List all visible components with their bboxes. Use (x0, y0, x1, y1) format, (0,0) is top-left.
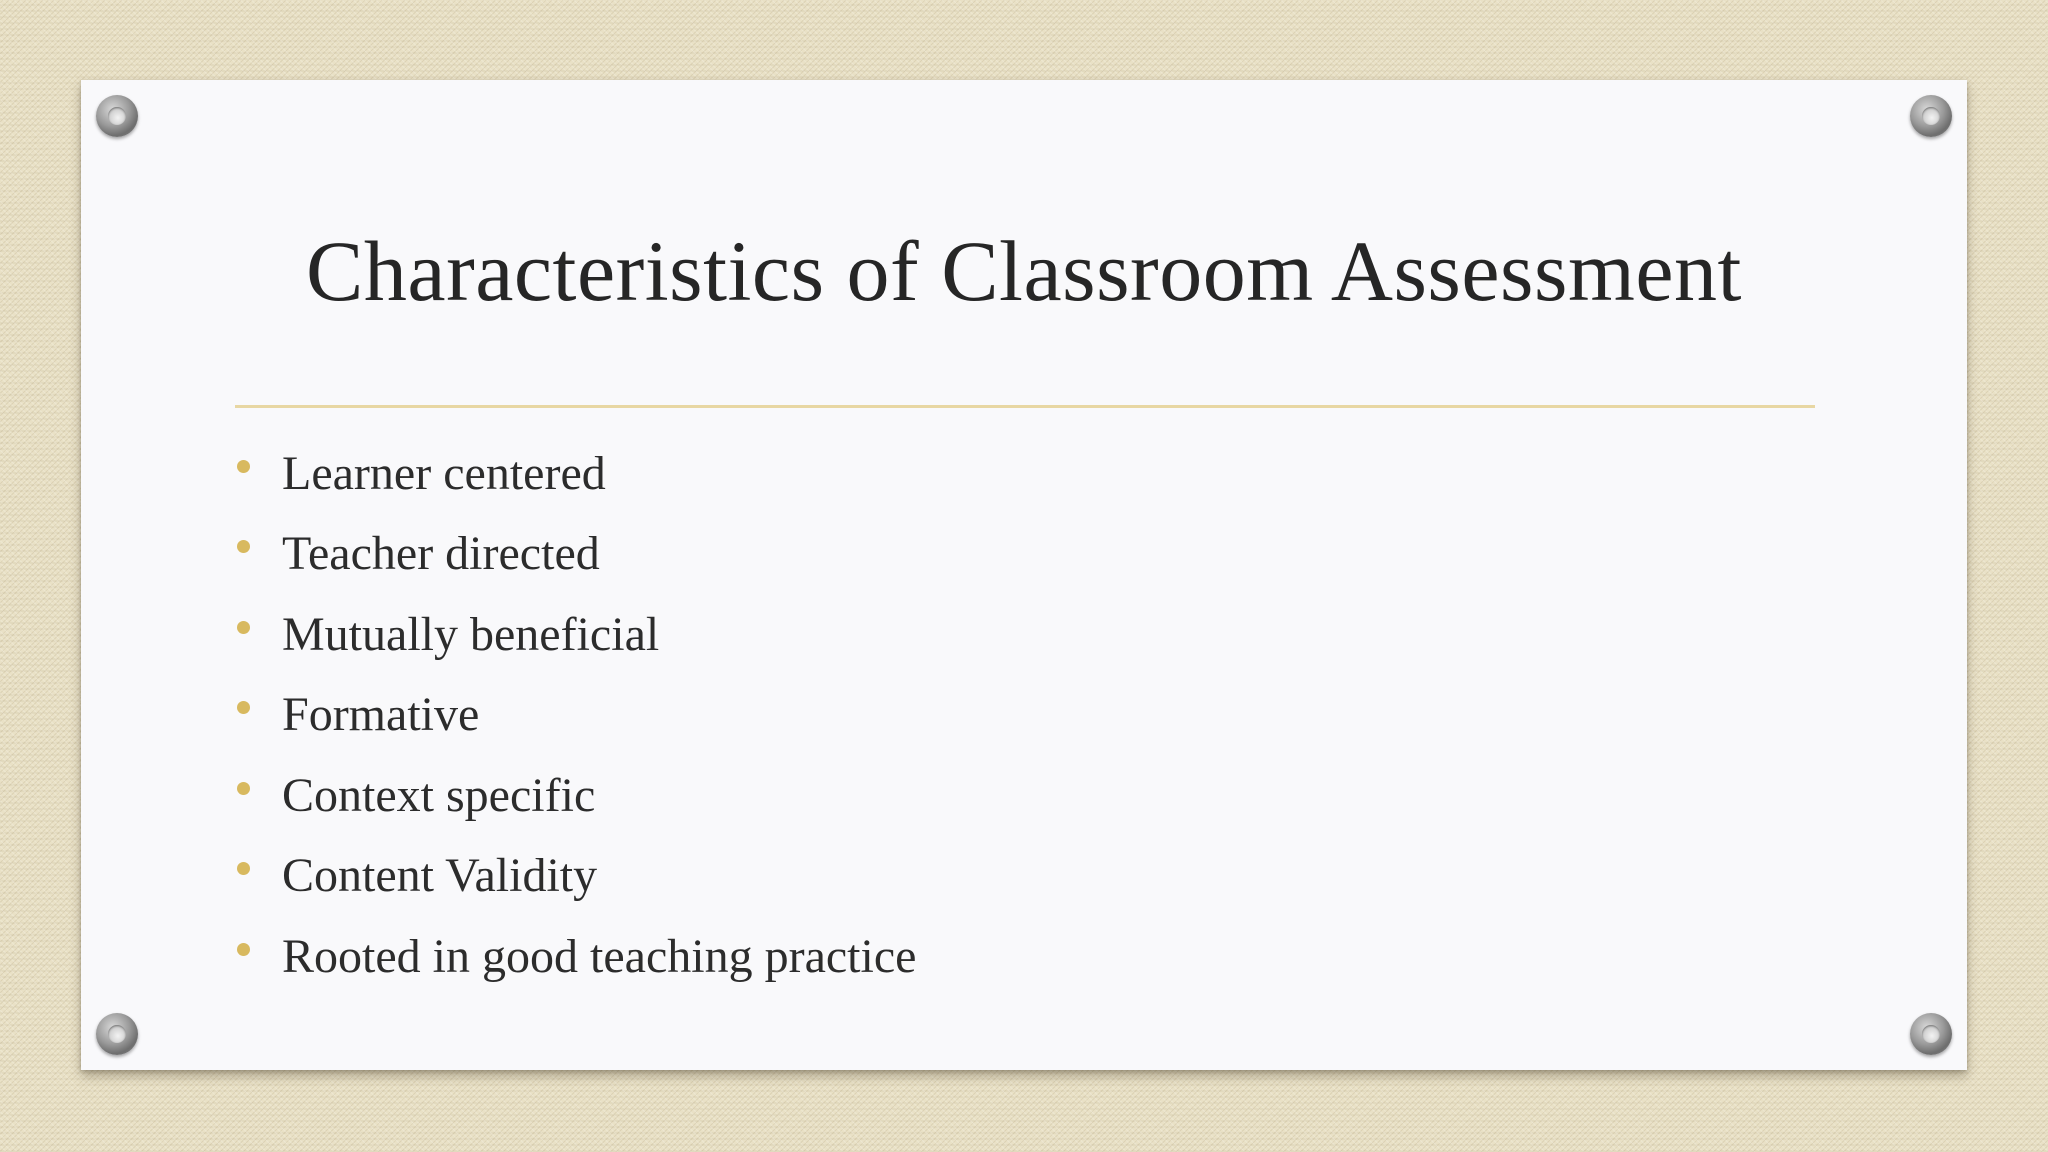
grommet-icon (96, 1013, 138, 1055)
bullet-dot-icon (237, 943, 250, 956)
list-item (235, 755, 916, 836)
bullet-dot-icon (237, 621, 250, 634)
list-item (235, 433, 916, 514)
grommet-icon (1910, 1013, 1952, 1055)
slide-card (81, 80, 1967, 1070)
grommet-icon (96, 95, 138, 137)
bullet-dot-icon (237, 862, 250, 875)
bullet-text: Learner centered (282, 446, 606, 500)
bullet-dot-icon (237, 460, 250, 473)
bullet-list (235, 433, 916, 997)
title-divider (235, 405, 1815, 408)
bullet-text: Rooted in good teaching practice (282, 929, 917, 983)
bullet-text: Content Validity (282, 849, 598, 903)
list-item (235, 675, 916, 756)
slide-title: Characteristics of Classroom Assessment (306, 223, 1742, 319)
bullet-text: Teacher directed (282, 527, 600, 581)
list-item (235, 916, 916, 997)
bullet-dot-icon (237, 782, 250, 795)
bullet-text: Mutually beneficial (282, 607, 660, 661)
bullet-dot-icon (237, 540, 250, 553)
list-item (235, 514, 916, 595)
bullet-dot-icon (237, 701, 250, 714)
grommet-icon (1910, 95, 1952, 137)
list-item (235, 594, 916, 675)
list-item (235, 836, 916, 917)
bullet-text: Context specific (282, 768, 596, 822)
bullet-text: Formative (282, 688, 480, 742)
